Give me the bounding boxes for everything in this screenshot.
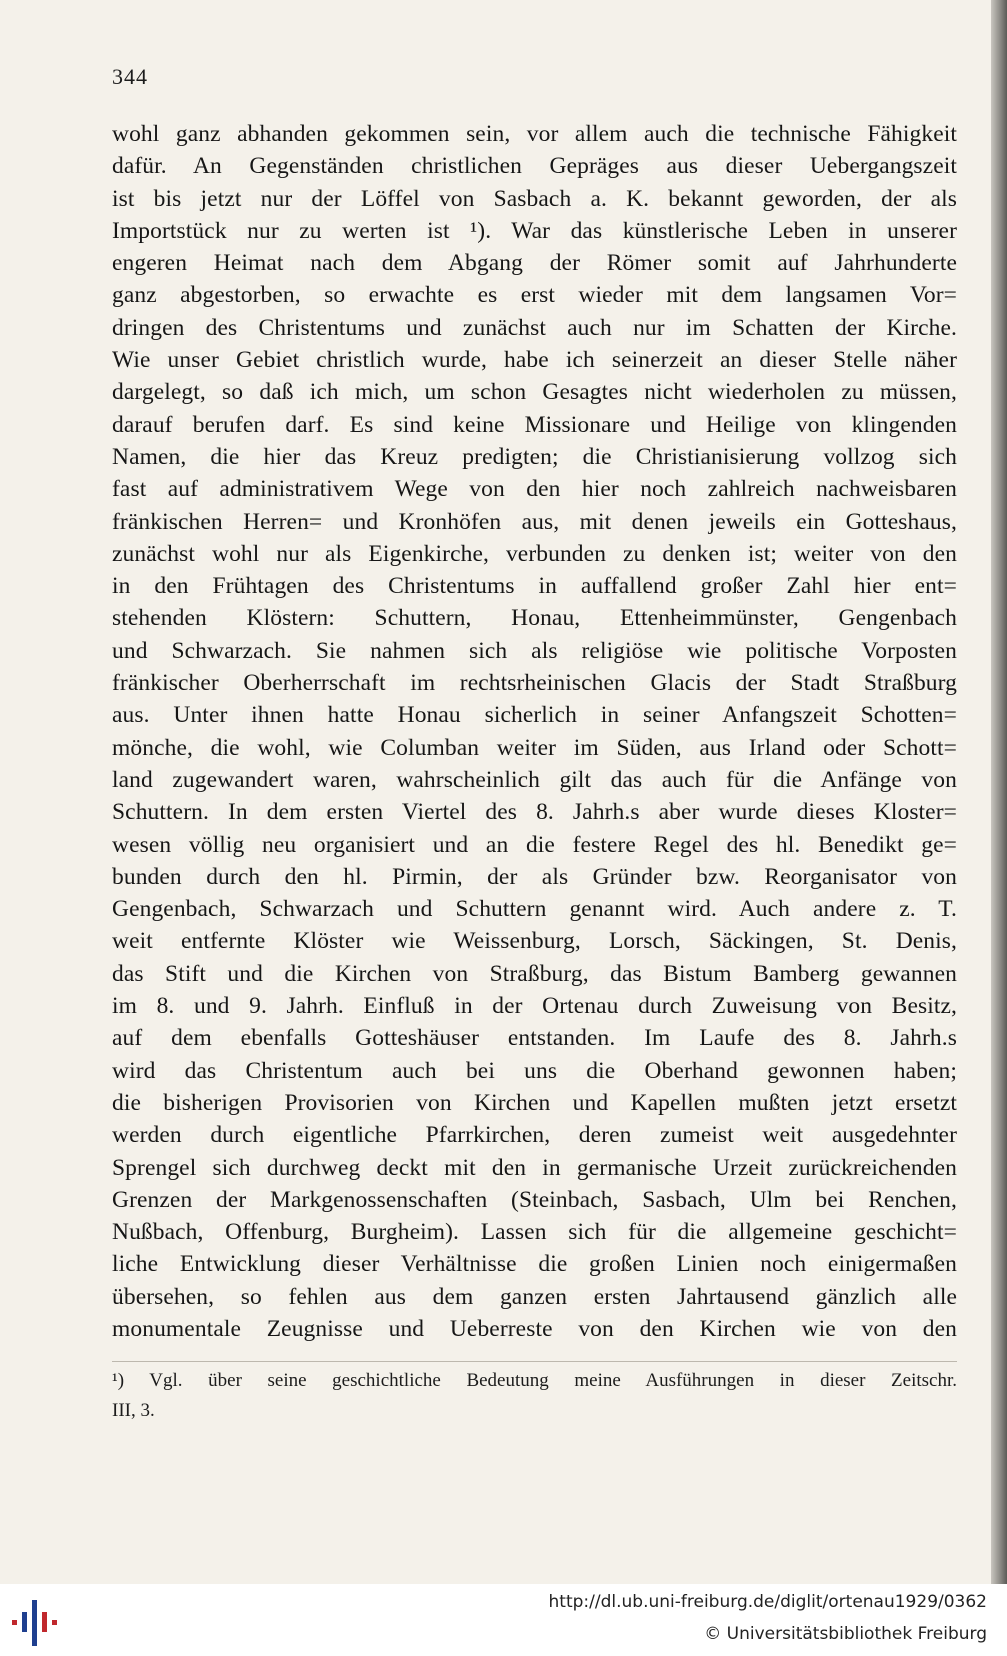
text-line: weit entfernte Klöster wie Weissenburg, Lorsch, Säckingen, St. Denis, xyxy=(112,928,957,955)
text-line: wesen völlig neu organisiert und an die festere Regel des hl. Benedikt ge= xyxy=(112,831,957,858)
text-line: im 8. und 9. Jahrh. Einfluß in der Ortenau durch Zuweisung von Besitz, xyxy=(112,993,957,1020)
text-line: ist bis jetzt nur der Löffel von Sasbach a. K. bekannt geworden, der als xyxy=(112,185,957,212)
text-line: Gengenbach, Schwarzach und Schuttern genannt wird. Auch andere z. T. xyxy=(112,896,957,923)
text-line: fränkischer Oberherrschaft im rechtsrheinischen Glacis der Stadt Straßburg xyxy=(112,670,957,697)
text-line: monumentale Zeugnisse und Ueberreste von den Kirchen wie von den xyxy=(112,1315,957,1342)
text-line: werden durch eigentliche Pfarrkirchen, deren zumeist weit ausgedehnter xyxy=(112,1122,957,1149)
text-line: mönche, die wohl, wie Columban weiter im Süden, aus Irland oder Schott= xyxy=(112,734,957,761)
footnote-line: III, 3. xyxy=(112,1400,155,1421)
page-number: 344 xyxy=(112,64,148,89)
text-line: bunden durch den hl. Pirmin, der als Gründer bzw. Reorganisator von xyxy=(112,863,957,890)
text-line: engeren Heimat nach dem Abgang der Römer somit auf Jahrhunderte xyxy=(112,250,957,277)
text-line: aus. Unter ihnen hatte Honau sicherlich in seiner Anfangszeit Schotten= xyxy=(112,702,957,729)
text-line: Wie unser Gebiet christlich wurde, habe ich seinerzeit an dieser Stelle näher xyxy=(112,347,957,374)
text-line: zunächst wohl nur als Eigenkirche, verbunden zu denken ist; weiter von den xyxy=(112,540,957,567)
text-line: land zugewandert waren, wahrscheinlich gilt das auch für die Anfänge von xyxy=(112,766,957,793)
text-line: Sprengel sich durchweg deckt mit den in germanische Urzeit zurückreichenden xyxy=(112,1154,957,1181)
text-line: wohl ganz abhanden gekommen sein, vor allem auch die technische Fähigkeit xyxy=(112,121,957,147)
text-line: stehenden Klöstern: Schuttern, Honau, Ettenheimmünster, Gengenbach xyxy=(112,605,957,632)
viewer-footer xyxy=(0,1584,1007,1656)
text-line: Nußbach, Offenburg, Burgheim). Lassen sich für die allgemeine geschicht= xyxy=(112,1219,957,1246)
text-line: die bisherigen Provisorien von Kirchen und Kapellen mußten jetzt ersetzt xyxy=(112,1089,957,1116)
text-line: Schuttern. In dem ersten Viertel des 8. Jahrh.s aber wurde dieses Kloster= xyxy=(112,799,957,826)
text-line: wird das Christentum auch bei uns die Oberhand gewonnen haben; xyxy=(112,1057,957,1084)
text-line: fränkischen Herren= und Kronhöfen aus, mit denen jeweils ein Gotteshaus, xyxy=(112,508,957,535)
text-line: auf dem ebenfalls Gotteshäuser entstanden. Im Laufe des 8. Jahrh.s xyxy=(112,1025,957,1052)
text-line: das Stift und die Kirchen von Straßburg, das Bistum Bamberg gewannen xyxy=(112,960,957,987)
permalink-url[interactable]: http://dl.ub.uni-freiburg.de/diglit/ortenau1929/0362 xyxy=(548,1592,987,1612)
footnote-line: ¹) Vgl. über seine geschichtliche Bedeutung meine Ausführungen in dieser Zeitschr. xyxy=(112,1370,957,1391)
text-line: und Schwarzach. Sie nahmen sich als religiöse wie politische Vorposten xyxy=(112,637,957,664)
text-line: dargelegt, so daß ich mich, um schon Gesagtes nicht wiederholen zu müssen, xyxy=(112,379,957,406)
text-line: dafür. An Gegenständen christlichen Gepräges aus dieser Uebergangszeit xyxy=(112,153,957,180)
text-line: ganz abgestorben, so erwachte es erst wieder mit dem langsamen Vor= xyxy=(112,282,957,309)
text-line: fast auf administrativem Wege von den hier noch zahlreich nachweisbaren xyxy=(112,476,957,503)
text-line: Namen, die hier das Kreuz predigten; die Christianisierung vollzog sich xyxy=(112,443,957,470)
footnote-divider xyxy=(112,1361,957,1362)
copyright-notice: © Universitätsbibliothek Freiburg xyxy=(704,1624,987,1644)
text-line: in den Frühtagen des Christentums in auffallend großer Zahl hier ent= xyxy=(112,573,957,600)
page-edge-shadow xyxy=(991,0,1007,1656)
text-line: darauf berufen darf. Es sind keine Missionare und Heilige von klingenden xyxy=(112,411,957,438)
body-text xyxy=(112,118,957,1345)
text-line: liche Entwicklung dieser Verhältnisse die großen Linien noch einigermaßen xyxy=(112,1251,957,1278)
library-logo-icon xyxy=(10,1598,64,1648)
text-line: dringen des Christentums und zunächst auch nur im Schatten der Kirche. xyxy=(112,314,957,341)
text-line: übersehen, so fehlen aus dem ganzen ersten Jahrtausend gänzlich alle xyxy=(112,1283,957,1310)
text-line: Grenzen der Markgenossenschaften (Steinbach, Sasbach, Ulm bei Renchen, xyxy=(112,1186,957,1213)
text-line: Importstück nur zu werten ist ¹). War das künstlerische Leben in unserer xyxy=(112,217,957,244)
footnote xyxy=(112,1366,957,1426)
